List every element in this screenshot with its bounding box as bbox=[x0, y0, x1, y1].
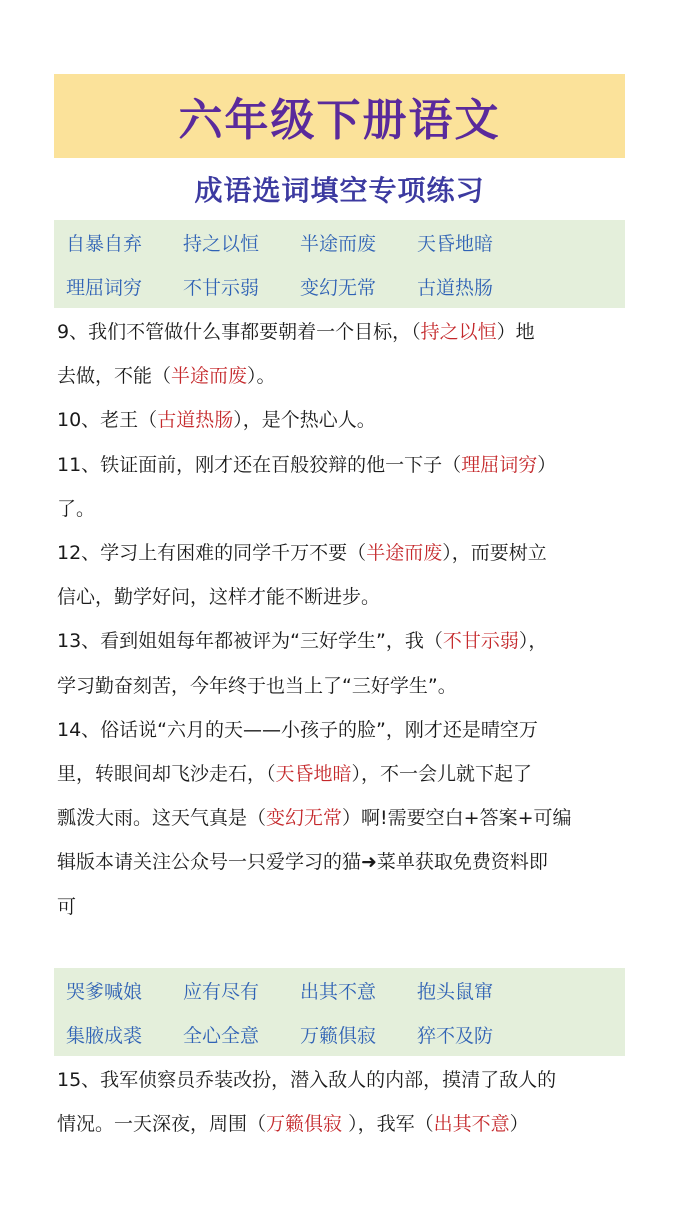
exercise-line bbox=[57, 626, 547, 656]
sentence-text: 里，转眼间却飞沙走石，（ bbox=[57, 763, 276, 785]
sentence-text: ） bbox=[537, 453, 557, 476]
exercise-line bbox=[57, 317, 535, 347]
word-item: 天昏地暗 bbox=[417, 233, 494, 255]
word-item: 古道热肠 bbox=[417, 277, 494, 299]
word-item: 理屈词穷 bbox=[66, 277, 143, 299]
exercise-line bbox=[57, 405, 376, 435]
exercise-line bbox=[57, 847, 548, 877]
sentence-text: ）。 bbox=[247, 365, 276, 388]
answer-text: 古道热肠 bbox=[157, 409, 234, 432]
exercise-line bbox=[57, 1109, 529, 1139]
exercise-line bbox=[57, 715, 538, 745]
sentence-text: 辑版本请关注公众号一只爱学习的猫➜菜单获取免费资料即 bbox=[57, 851, 548, 874]
word-item: 全心全意 bbox=[183, 1025, 260, 1047]
answer-text: 理屈词穷 bbox=[461, 453, 538, 476]
word-bank-1-row-2 bbox=[66, 266, 534, 310]
word-bank-2-row-1 bbox=[66, 970, 534, 1014]
sentence-text: 12、学习上有困难的同学千万不要（ bbox=[57, 542, 367, 564]
word-item: 集腋成裘 bbox=[66, 1025, 143, 1047]
exercise-line bbox=[57, 671, 457, 701]
sentence-text: 学习勤奋刻苦，今年终于也当上了“三好学生”。 bbox=[57, 674, 457, 697]
sentence-text: ），是个热心人。 bbox=[233, 409, 376, 432]
sentence-text: 15、我军侦察员乔装改扮，潜入敌人的内部，摸清了敌人的 bbox=[57, 1069, 557, 1091]
answer-text: 半途而废 bbox=[366, 542, 443, 564]
sentence-text: ），我军（ bbox=[342, 1113, 434, 1136]
sentence-text: ），而要树立 bbox=[442, 542, 547, 564]
answer-text: 出其不意 bbox=[433, 1113, 510, 1136]
answer-text: 半途而废 bbox=[171, 365, 248, 388]
sentence-text: ）啊!需要空白+答案+可编 bbox=[342, 807, 572, 830]
word-bank-2-row-2 bbox=[66, 1014, 534, 1058]
exercise-line bbox=[57, 892, 76, 922]
word-item: 猝不及防 bbox=[417, 1025, 494, 1047]
sentence-text: ），不一会儿就下起了 bbox=[351, 763, 533, 785]
sentence-text: 13、看到姐姐每年都被评为“三好学生”，我（ bbox=[57, 630, 443, 653]
answer-text: 不甘示弱 bbox=[442, 630, 519, 653]
sentence-text: 可 bbox=[57, 895, 77, 918]
answer-text: 万籁俱寂 bbox=[266, 1113, 343, 1136]
sentence-text: 信心，勤学好问，这样才能不断进步。 bbox=[57, 586, 381, 609]
exercise-line bbox=[57, 803, 572, 833]
word-item: 出其不意 bbox=[300, 981, 377, 1003]
sentence-text: 去做，不能（ bbox=[57, 365, 172, 388]
page-subtitle: 成语选词填空专项练习 bbox=[194, 174, 485, 207]
word-item: 抱头鼠窜 bbox=[417, 981, 494, 1003]
word-item: 应有尽有 bbox=[183, 981, 260, 1003]
answer-text: 天昏地暗 bbox=[275, 763, 352, 785]
word-item: 持之以恒 bbox=[183, 233, 260, 255]
word-item: 万籁俱寂 bbox=[300, 1025, 377, 1047]
exercise-line bbox=[57, 494, 95, 524]
sentence-text: ）地 bbox=[496, 321, 535, 343]
exercise-line bbox=[57, 1065, 556, 1095]
word-item: 哭爹喊娘 bbox=[66, 981, 143, 1003]
word-bank-1-row-1 bbox=[66, 222, 534, 266]
sentence-text: 9、我们不管做什么事都要朝着一个目标，（ bbox=[57, 321, 421, 343]
exercise-line bbox=[57, 538, 547, 568]
sentence-text: 了。 bbox=[57, 497, 96, 520]
sentence-text: ）， bbox=[518, 630, 548, 653]
title-banner bbox=[54, 74, 625, 158]
word-item: 自暴自弃 bbox=[66, 233, 143, 255]
word-item: 不甘示弱 bbox=[183, 277, 260, 299]
answer-text: 持之以恒 bbox=[420, 321, 497, 343]
sentence-text: 情况。一天深夜，周围（ bbox=[57, 1113, 267, 1136]
exercise-line bbox=[57, 450, 556, 480]
exercise-line bbox=[57, 361, 276, 391]
word-item: 半途而废 bbox=[300, 233, 377, 255]
sentence-text: 瓢泼大雨。这天气真是（ bbox=[57, 807, 267, 830]
exercise-line bbox=[57, 582, 380, 612]
answer-text: 变幻无常 bbox=[266, 807, 343, 830]
exercise-line bbox=[57, 759, 532, 789]
sentence-text: ） bbox=[509, 1113, 529, 1136]
sentence-text: 11、铁证面前，刚才还在百般狡辩的他一下子（ bbox=[57, 453, 462, 476]
word-item: 变幻无常 bbox=[300, 277, 377, 299]
sentence-text: 14、俗话说“六月的天——小孩子的脸”，刚才还是晴空万 bbox=[57, 718, 538, 741]
sentence-text: 10、老王（ bbox=[57, 409, 158, 432]
page-title: 六年级下册语文 bbox=[178, 95, 501, 146]
